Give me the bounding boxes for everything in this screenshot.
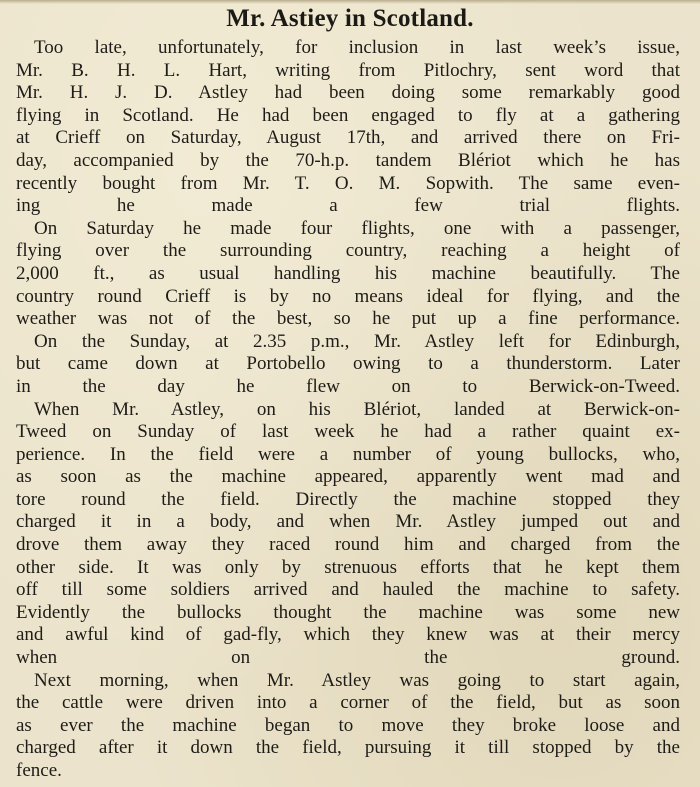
paragraph-line: day, accompanied by the 70-h.p. tandem Blériot which he has [16,149,680,171]
paragraph-line: country round Crieff is by no means ideal for flying, and the [16,285,680,307]
article-paragraph [16,399,680,670]
paragraph-line: at Crieff on Saturday, August 17th, and arrived there on Fri- [16,127,680,149]
paragraph-line: in the day he flew on to Berwick-on-Tweed. [16,375,680,397]
paragraph-line: recently bought from Mr. T. O. M. Sopwith. The same even- [16,172,680,194]
paragraph-line: When Mr. Astley, on his Blériot, landed at Berwick-on- [34,398,680,420]
paragraph-line: fence. [16,760,62,781]
paragraph-line: perience. In the field were a number of young bullocks, who, [16,443,680,465]
paragraph-line: weather was not of the best, so he put up a fine performance. [16,308,680,330]
paragraph-line: charged it in a body, and when Mr. Astley jumped out and [16,511,680,533]
paragraph-line: tore round the field. Directly the machine stopped they [16,488,680,510]
paragraph-line: flying over the surrounding country, reaching a height of [16,240,680,262]
article-paragraph [16,670,680,783]
paragraph-line: other side. It was only by strenuous efforts that he kept them [16,556,680,578]
article-body [16,37,680,783]
article-paragraph [16,218,680,331]
paragraph-line: charged after it down the field, pursuing it till stopped by the [16,737,680,759]
paragraph-line: On Saturday he made four flights, one with a passenger, [34,217,680,239]
paragraph-line: the cattle were driven into a corner of the field, but as soon [16,692,680,714]
paragraph-line: Mr. B. H. L. Hart, writing from Pitlochry, sent word that [16,59,680,81]
paragraph-line: 2,000 ft., as usual handling his machine beautifully. The [16,262,680,284]
paragraph-line: but came down at Portobello owing to a thunderstorm. Later [16,353,680,375]
article-title: Mr. Astiey in Scotland. [226,5,474,32]
paragraph-line: ing he made a few trial flights. [16,195,680,217]
paragraph-line: Tweed on Sunday of last week he had a rather quaint ex- [16,421,680,443]
paragraph-line: as soon as the machine appeared, apparently went mad and [16,466,680,488]
paragraph-line: drove them away they raced round him and charged from the [16,534,680,556]
paragraph-line: and awful kind of gad-fly, which they knew was at their mercy [16,624,680,646]
paragraph-line: Mr. H. J. D. Astley had been doing some remarkably good [16,82,680,104]
article-paragraph [16,331,680,399]
paragraph-line: Evidently the bullocks thought the machine was some new [16,601,680,623]
paragraph-line: Too late, unfortunately, for inclusion in last week’s issue, [34,37,680,58]
paragraph-line: Next morning, when Mr. Astley was going to start again, [34,669,680,691]
paragraph-line: flying in Scotland. He had been engaged to fly at a gathering [16,104,680,126]
article-paragraph [16,37,680,218]
paragraph-line: as ever the machine began to move they broke loose and [16,714,680,736]
paragraph-line: off till some soldiers arrived and hauled the machine to safety. [16,579,680,601]
paragraph-line: On the Sunday, at 2.35 p.m., Mr. Astley left for Edinburgh, [34,330,680,352]
paragraph-line: when on the ground. [16,647,680,669]
